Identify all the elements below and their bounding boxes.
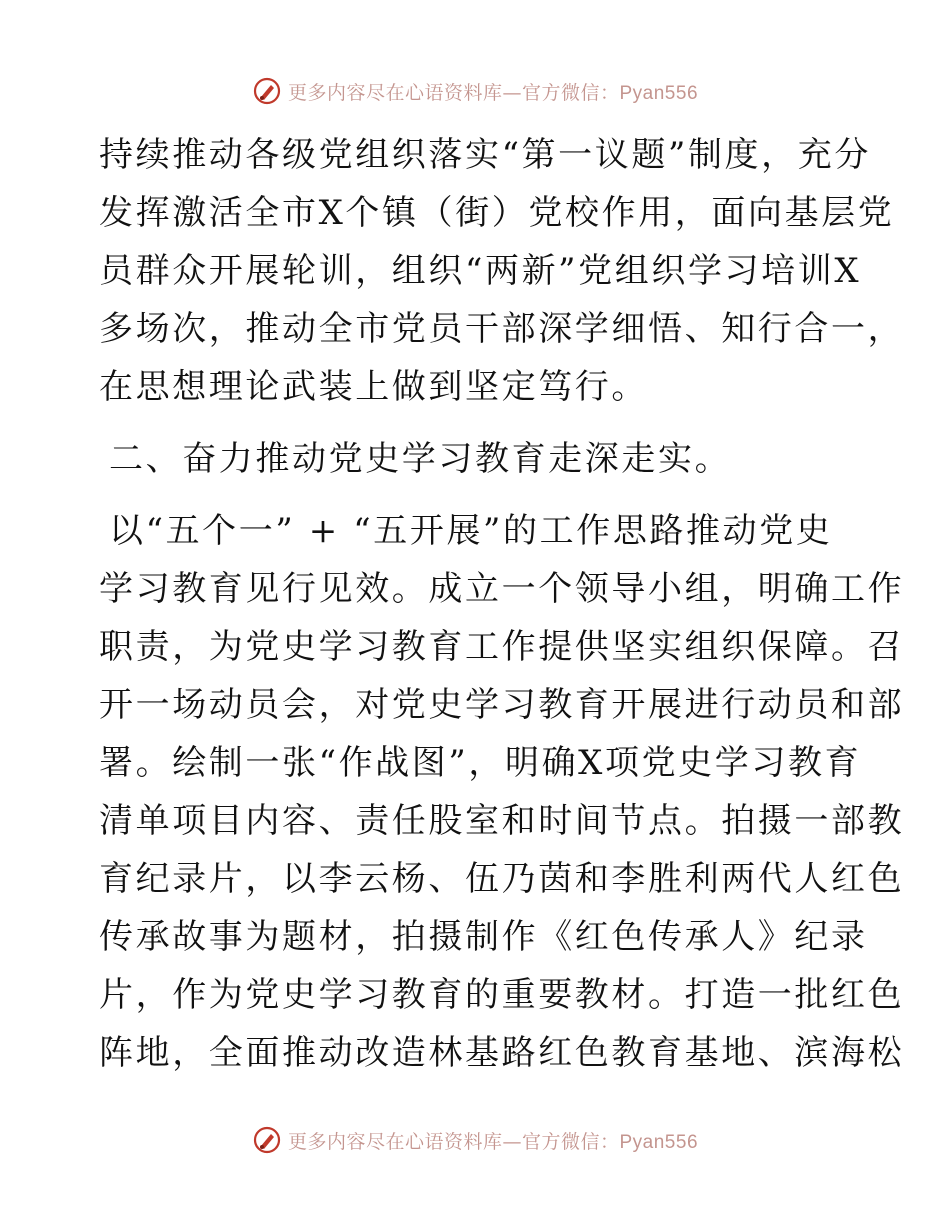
text-line: 清单项目内容、责任股室和时间节点。拍摄一部教 bbox=[99, 801, 905, 841]
pen-ink-logo-icon bbox=[252, 76, 282, 106]
text-line: 传承故事为题材，拍摄制作《红色传承人》纪录 bbox=[99, 917, 868, 957]
text-line: 以“五个一” + “五开展”的工作思路推动党史 bbox=[109, 511, 833, 551]
text-line: 在思想理论武装上做到坚定笃行。 bbox=[99, 367, 648, 407]
text-line: 学习教育见行见效。成立一个领导小组，明确工作 bbox=[99, 569, 905, 609]
header-watermark bbox=[0, 76, 950, 106]
text-line: 员群众开展轮训，组织“两新”党组织学习培训X bbox=[99, 251, 862, 291]
text-line: 发挥激活全市X个镇（街）党校作用，面向基层党 bbox=[99, 193, 895, 233]
text-line: 职责，为党史学习教育工作提供坚实组织保障。召 bbox=[99, 627, 905, 667]
text-line: 署。绘制一张“作战图”，明确X项党史学习教育 bbox=[99, 743, 862, 783]
pen-ink-logo-icon bbox=[252, 1125, 282, 1155]
text-line: 多场次，推动全市党员干部深学细悟、知行合一， bbox=[99, 309, 905, 349]
text-line: 育纪录片，以李云杨、伍乃茵和李胜利两代人红色 bbox=[99, 859, 905, 899]
footer-watermark bbox=[0, 1125, 950, 1155]
watermark-text: 更多内容尽在心语资料库—官方微信：Pyan556 bbox=[287, 81, 699, 104]
text-line: 持续推动各级党组织落实“第一议题”制度，充分 bbox=[99, 135, 871, 175]
text-line: 片，作为党史学习教育的重要教材。打造一批红色 bbox=[99, 975, 905, 1015]
text-line: 开一场动员会，对党史学习教育开展进行动员和部 bbox=[99, 685, 905, 725]
watermark-text: 更多内容尽在心语资料库—官方微信：Pyan556 bbox=[287, 1130, 699, 1153]
watermark-id: Pyan556 bbox=[619, 82, 699, 104]
section-heading: 二、奋力推动党史学习教育走深走实。 bbox=[109, 439, 732, 479]
text-line: 阵地，全面推动改造林基路红色教育基地、滨海松 bbox=[99, 1033, 905, 1073]
document-body bbox=[99, 126, 905, 1082]
paragraph-1 bbox=[99, 126, 905, 416]
paragraph-2 bbox=[99, 502, 905, 1082]
watermark-id: Pyan556 bbox=[619, 1131, 699, 1153]
